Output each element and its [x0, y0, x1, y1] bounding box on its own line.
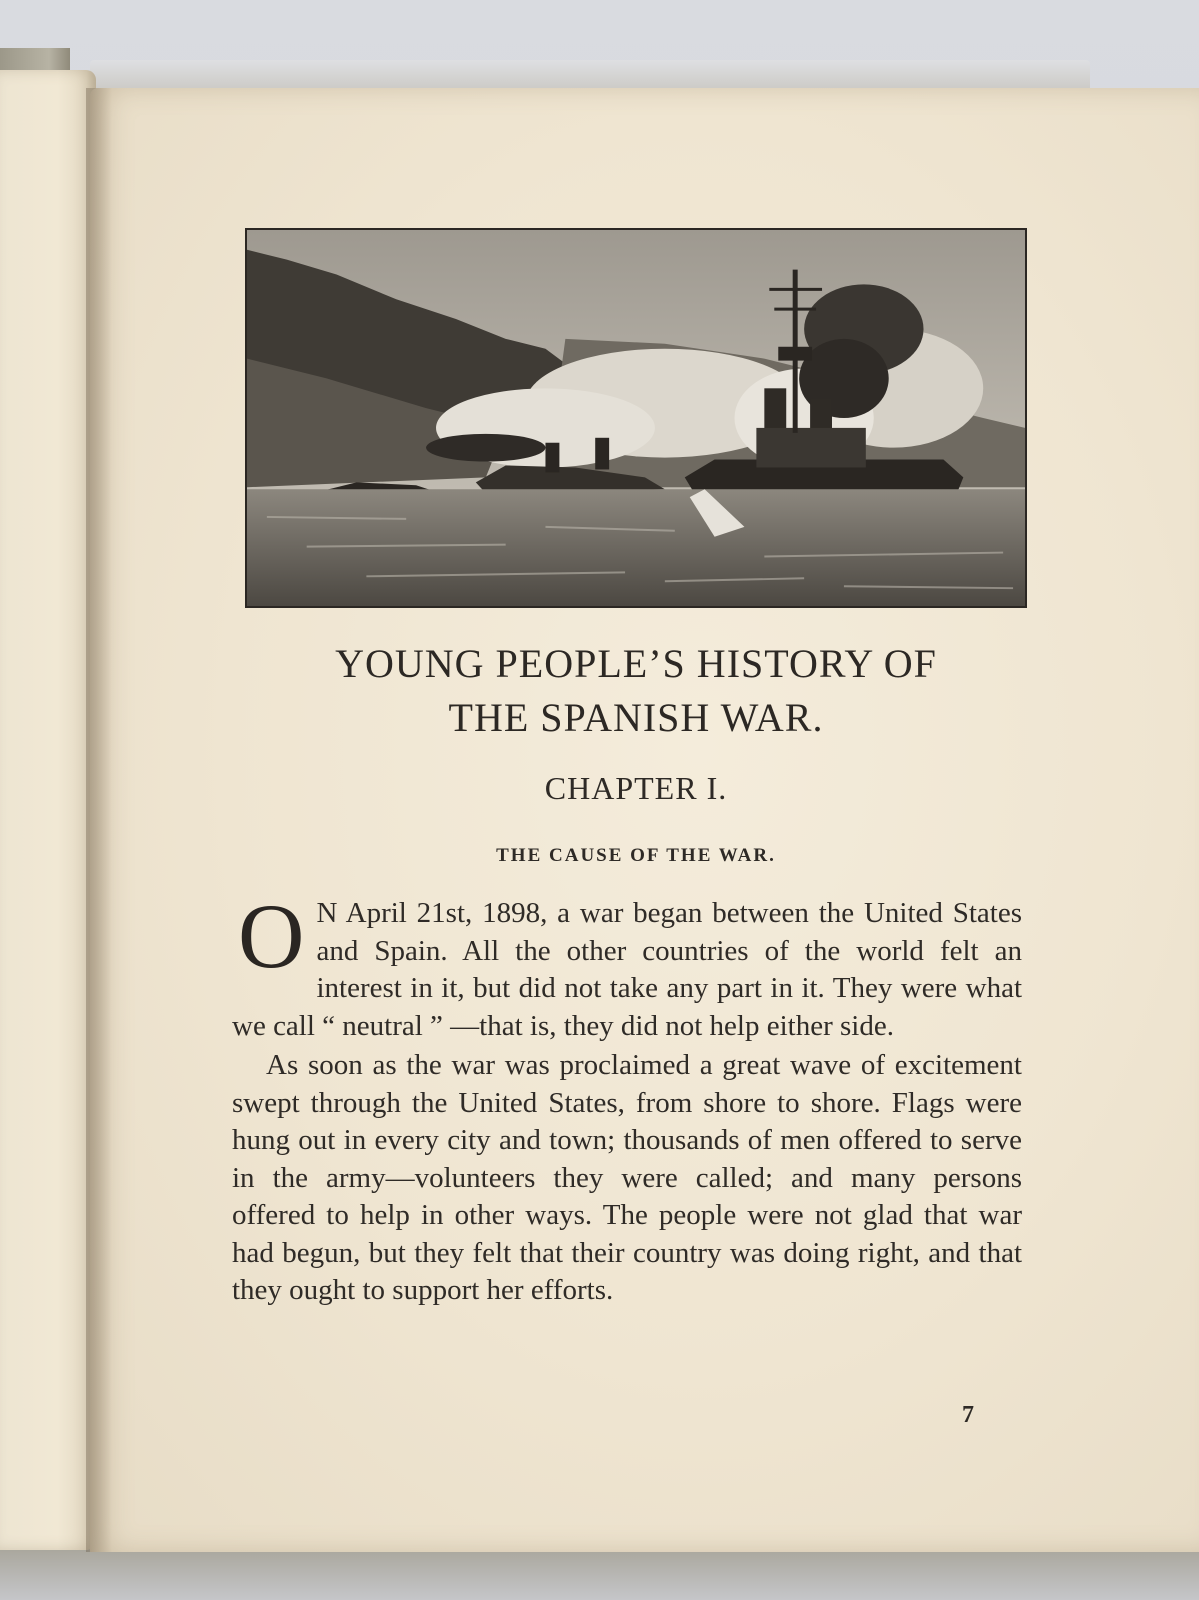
book-title-line-1: YOUNG PEOPLE’S HISTORY OF: [335, 641, 937, 686]
left-facing-page: [0, 70, 96, 1550]
chapter-heading: CHAPTER I.: [544, 770, 728, 806]
body-text: [232, 885, 1022, 1310]
book-title-line-2: THE SPANISH WAR.: [448, 695, 824, 740]
drop-cap: O: [238, 885, 305, 987]
book-cover-bottom: [0, 1548, 1199, 1600]
paragraph-1: [232, 885, 1022, 1045]
paragraph-1-text: N April 21st, 1898, a war began between the United States and Spain. All the other countries of the world felt an interest in it, but did not take any part in it. They were what we call “ neutral ” —that is, they did not help either side.: [232, 897, 1022, 1042]
chapter-title: THE CAUSE OF THE WAR.: [496, 845, 776, 866]
paragraph-2: As soon as the war was proclaimed a great wave of excitement swept through the United States, from shore to shore. Flags were hung out in every city and town; thousands of men offered to serve in the army—volunteers they were called; and many persons offered to help in other ways. The people were not glad that war had begun, but they felt that their country was doing right, and that they ought to support her efforts.: [232, 1049, 1022, 1306]
page-number: 7: [962, 1402, 974, 1428]
gutter-shadow: [86, 88, 112, 1552]
battleship-engraving: [245, 228, 1027, 608]
